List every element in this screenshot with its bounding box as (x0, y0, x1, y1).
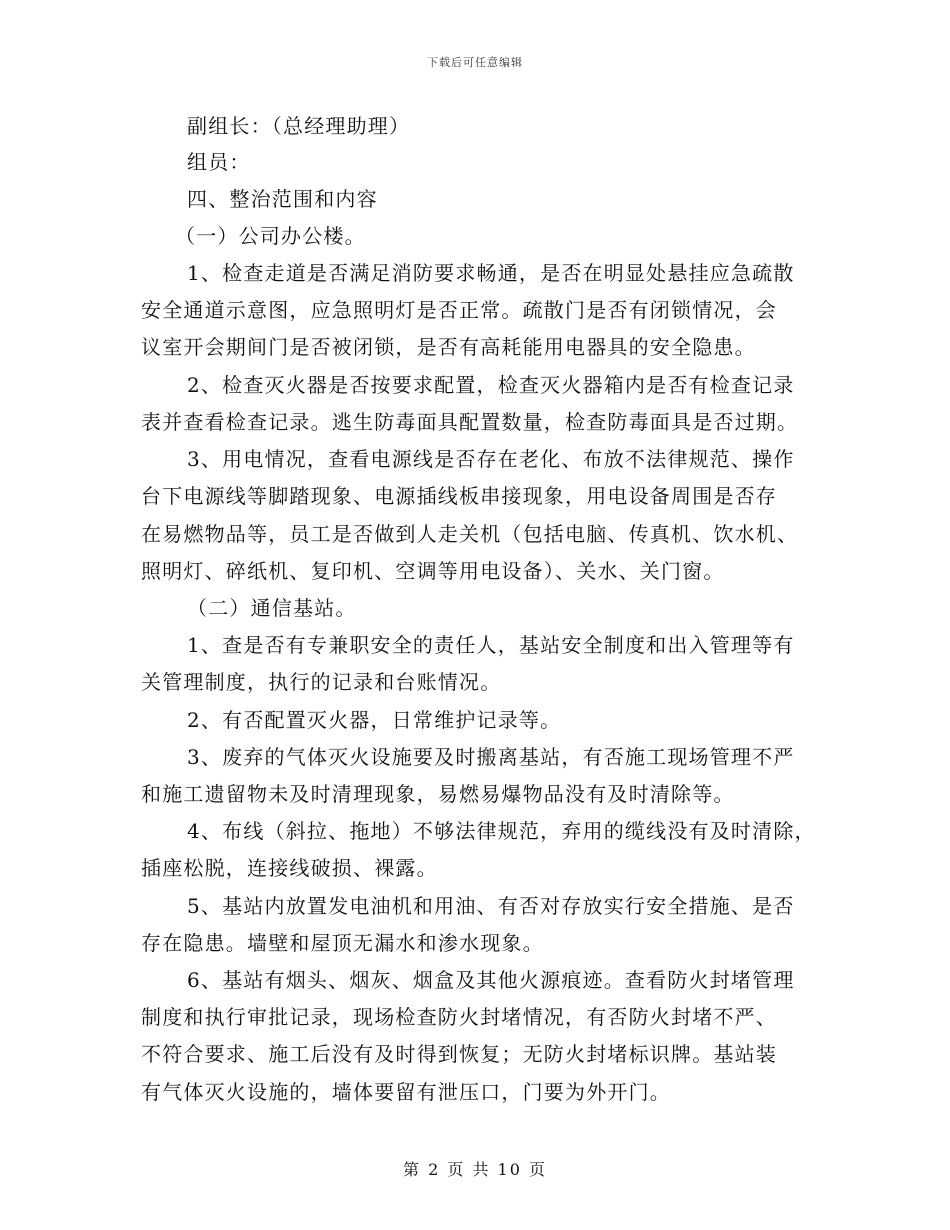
text-line-members: 组员： (187, 150, 251, 174)
paragraph-line: 存在隐患。墙壁和屋顶无漏水和渗水现象。 (141, 931, 544, 955)
paragraph-line: 1、检查走道是否满足消防要求畅通，是否在明显处悬挂应急疏散 (187, 261, 795, 285)
text-line-deputy-leader: 副组长：（总经理助理） (187, 114, 411, 138)
paragraph-line: 照明灯、碎纸机、复印机、空调等用电设备）、关水、关门窗。 (141, 559, 725, 583)
paragraph-line: 安全通道示意图，应急照明灯是否正常。疏散门是否有闭锁情况，会 (141, 298, 777, 322)
paragraph-line: 和施工遗留物未及时清理现象，易燃易爆物品没有及时清除等。 (141, 782, 735, 806)
paragraph-line: 表并查看检查记录。逃生防毒面具配置数量，检查防毒面具是否过期。 (141, 410, 799, 434)
paragraph-line: 关管理制度，执行的记录和台账情况。 (141, 670, 502, 694)
paragraph-line: 3、废弃的气体灭火设施要及时搬离基站，有否施工现场管理不严 (187, 745, 795, 769)
paragraph-line: 2、有否配置灭火器，日常维护记录等。 (187, 708, 562, 732)
paragraph-line: 插座松脱，连接线破损、裸露。 (141, 856, 438, 880)
paragraph-line: 不符合要求、施工后没有及时得到恢复；无防火封堵标识牌。基站装 (141, 1042, 777, 1066)
paragraph-line: 6、基站有烟头、烟灰、烟盒及其他火源痕迹。查看防火封堵管理 (187, 968, 795, 992)
paragraph-line: 2、检查灭火器是否按要求配置，检查灭火器箱内是否有检查记录 (187, 373, 795, 397)
subsection-heading-office: （一）公司办公楼。 (175, 224, 366, 248)
page-header: 下载后可任意编辑 (427, 56, 523, 69)
paragraph-line: 议室开会期间门是否被闭锁，是否有高耗能用电器具的安全隐患。 (141, 335, 756, 359)
paragraph-line: 有气体灭火设施的，墙体要留有泄压口，门要为外开门。 (141, 1080, 671, 1104)
section-heading-scope: 四、整治范围和内容 (187, 187, 378, 211)
subsection-heading-base-station: （二）通信基站。 (187, 596, 357, 620)
paragraph-line: 3、用电情况，查看电源线是否存在老化、布放不法律规范、操作 (187, 447, 795, 471)
paragraph-line: 制度和执行审批记录，现场检查防火封堵情况，有否防火封堵不严、 (141, 1005, 777, 1029)
paragraph-line: 台下电源线等脚踏现象、电源插线板串接现象，用电设备周围是否存 (141, 484, 777, 508)
page-footer-page-number: 第 2 页 共 10 页 (403, 1160, 547, 1179)
paragraph-line: 1、查是否有专兼职安全的责任人，基站安全制度和出入管理等有 (187, 633, 795, 657)
paragraph-line: 5、基站内放置发电油机和用油、有否对存放实行安全措施、是否 (187, 894, 795, 918)
paragraph-line: 4、布线（斜拉、拖地）不够法律规范，弃用的缆线没有及时清除， (187, 819, 816, 843)
paragraph-line: 在易燃物品等，员工是否做到人走关机（包括电脑、传真机、饮水机、 (141, 522, 799, 546)
